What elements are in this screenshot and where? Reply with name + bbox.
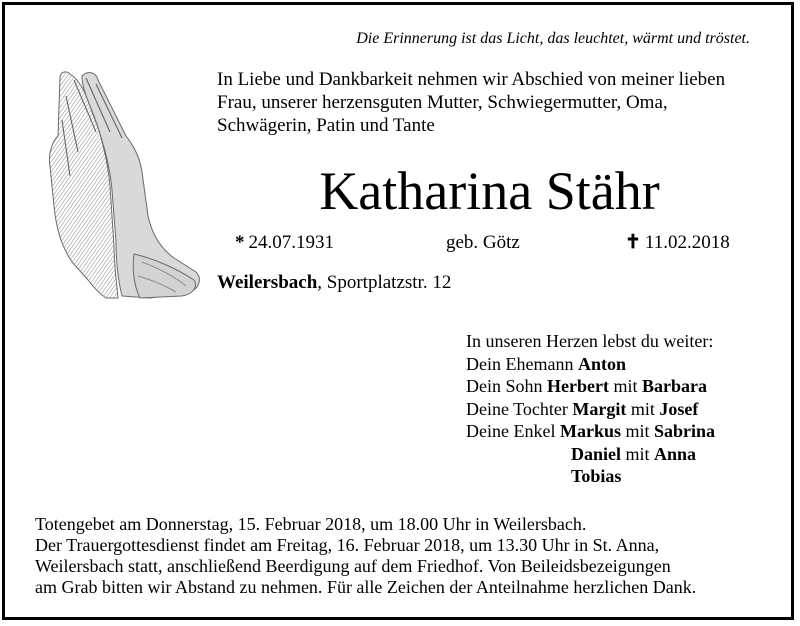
intro-line: In Liebe und Dankbarkeit nehmen wir Abschied von meiner lieben (217, 69, 726, 90)
relation-label: Deine Tochter (466, 398, 573, 419)
funeral-notice (35, 514, 696, 598)
relative-name: Barbara (641, 376, 707, 396)
intro-line: Frau, unserer herzensguten Mutter, Schwiegermutter, Oma, (217, 92, 668, 113)
family-heading: In unseren Herzen lebst du weiter: (466, 331, 714, 351)
notice-line: am Grab bitten wir Abstand zu nehmen. Für alle Zeichen der Anteilnahme herzlichen Dank. (35, 577, 697, 597)
death-date-line (625, 232, 730, 254)
birth-star-icon: * (235, 232, 245, 253)
connector: mit (620, 421, 654, 441)
connector: mit (608, 376, 642, 396)
family-row-daughter (466, 398, 715, 421)
relative-name: Tobias (571, 466, 622, 486)
notice-line: Der Trauergottesdienst findet am Freitag, 16. Februar 2018, um 13.30 Uhr in St. Anna, (35, 535, 660, 555)
family-list (466, 330, 715, 488)
connector: mit (621, 443, 655, 464)
relative-name: Daniel (571, 443, 622, 464)
relative-name: Anton (577, 353, 626, 374)
maiden-name: geb. Götz (446, 232, 520, 253)
relative-name: Margit (572, 398, 627, 419)
family-row-son (466, 375, 715, 398)
address-city: Weilersbach (217, 272, 318, 293)
birth-date-line (235, 232, 334, 254)
notice-line: Weilersbach statt, anschließend Beerdigung auf dem Friedhof. Von Beileidsbezeigungen (35, 556, 671, 576)
connector: mit (626, 398, 660, 419)
birth-date: 24.07.1931 (248, 232, 334, 253)
relative-name: Sabrina (654, 421, 716, 441)
family-row-grandchildren (466, 420, 715, 443)
family-row-grandchild-3 (466, 465, 715, 488)
notice-line: Totengebet am Donnerstag, 15. Februar 2018, um 18.00 Uhr in Weilersbach. (35, 514, 587, 534)
relative-name: Josef (659, 398, 699, 419)
relation-label: Dein Sohn (466, 376, 547, 396)
deceased-name: Katharina Stähr (319, 161, 660, 221)
relation-label: Deine Enkel (466, 421, 560, 441)
relation-label: Dein Ehemann (466, 353, 578, 374)
intro-text (217, 68, 725, 137)
praying-hands-image (30, 66, 208, 302)
relative-name: Herbert (547, 376, 609, 396)
intro-line: Schwägerin, Patin und Tante (217, 115, 435, 136)
death-cross-icon: ✝ (625, 232, 641, 253)
family-row-husband (466, 353, 715, 376)
address-street: , Sportplatzstr. 12 (317, 272, 452, 293)
relative-name: Markus (559, 421, 621, 441)
memorial-quote: Die Erinnerung ist das Licht, das leuchtet, wärmt und tröstet. (356, 30, 750, 47)
family-row-grandchild-2 (466, 443, 715, 466)
relative-name: Anna (654, 443, 697, 464)
address (217, 272, 451, 294)
death-date: 11.02.2018 (644, 232, 730, 253)
